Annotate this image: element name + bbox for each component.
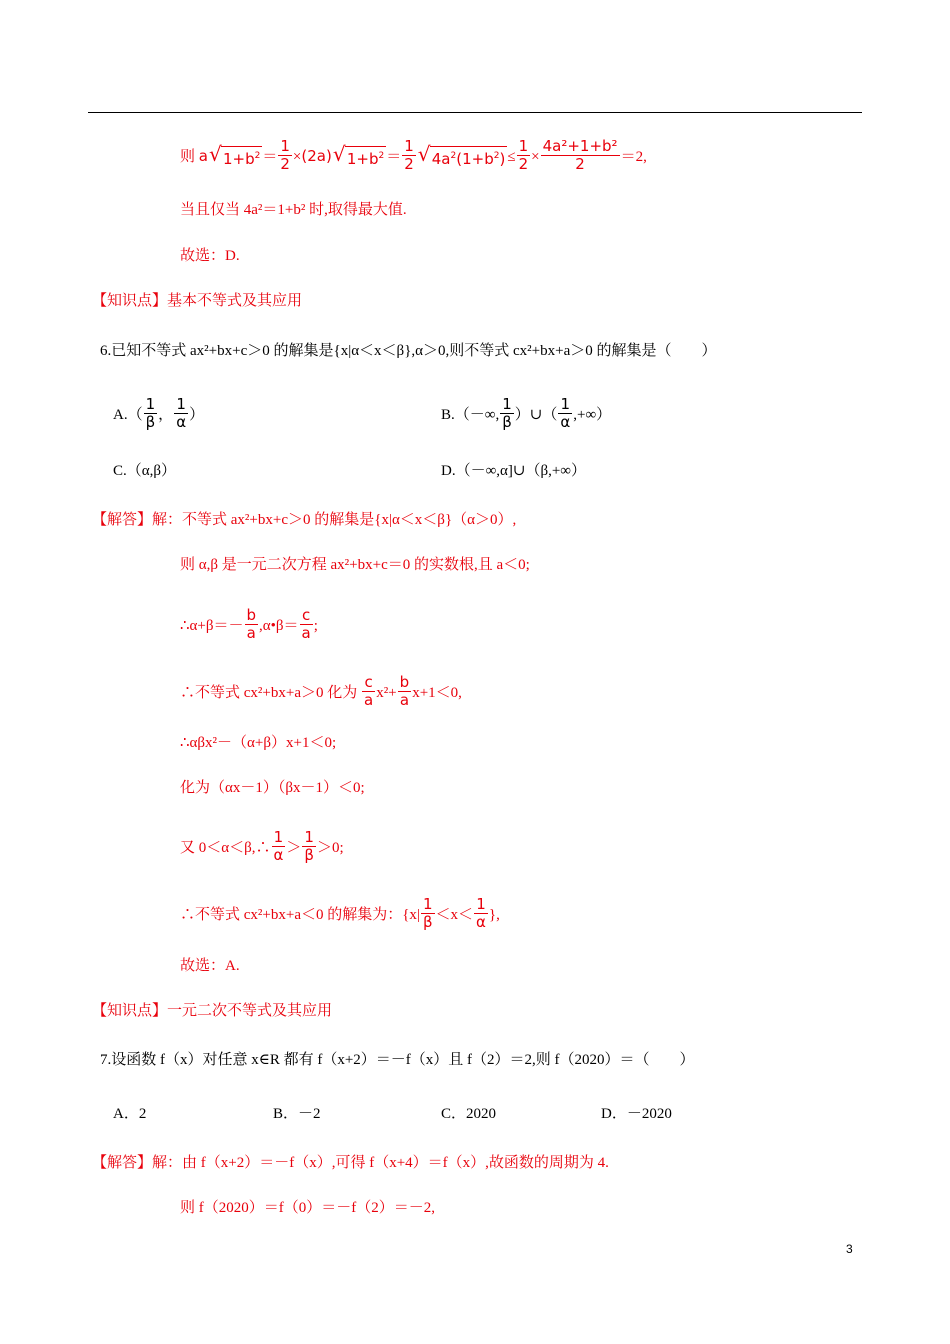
page-number: 3 (846, 1242, 853, 1256)
a6-line-2: 则 α,β 是一元二次方程 ax²+bx+c＝0 的实数根,且 a＜0; (180, 557, 530, 573)
q5-answer: 故选：D. (180, 248, 240, 264)
q6-option-d[interactable]: D.（－∞,α]∪（β,+∞） (441, 463, 586, 479)
a6-line-6: 化为（αx－1）（βx－1）＜0; (180, 780, 365, 796)
q6-stem: 6.已知不等式 ax²+bx+c＞0 的解集是{x|α＜x＜β},α＞0,则不等式 cx²+bx+a＞0 的解集是（ ） (100, 343, 717, 359)
q6-option-b[interactable]: B.（－∞, $\frac{1}{\beta}$ ）∪（ $\frac{1}{\alpha}$ ,+∞） (441, 395, 612, 431)
q7-option-c[interactable]: C．2020 (441, 1106, 497, 1122)
q7-option-b[interactable]: B．－2 (273, 1106, 321, 1122)
a6-line-3: ∴α+β＝－ $\frac{b}{a}$ ,α•β＝ $\frac{c}{a}$ ; (180, 606, 318, 642)
a7-line-1: 【解答】解：由 f（x+2）＝－f（x）,可得 f（x+4）＝f（x）,故函数的周期为 4. (92, 1155, 609, 1171)
q5-knowledge: 【知识点】基本不等式及其应用 (92, 293, 303, 309)
a6-line-8: ∴不等式 cx²+bx+a＜0 的解集为：{x| $\frac{1}{\beta}$ ＜x＜ $\frac{1}{\alpha}$ }, (180, 895, 500, 931)
a6-line-7: 又 0＜α＜β,∴ $\frac{1}{\alpha}$ ＞ $\frac{1}{\beta}$ ＞0; (180, 828, 344, 864)
q6-knowledge: 【知识点】一元二次不等式及其应用 (92, 1003, 333, 1019)
q6-option-c[interactable]: C.（α,β） (113, 463, 176, 479)
q7-option-d[interactable]: D．－2020 (601, 1106, 672, 1122)
header-rule (88, 112, 862, 113)
a6-line-5: ∴αβx²－（α+β）x+1＜0; (180, 735, 337, 751)
q6-option-a[interactable]: A.（ $\frac{1}{\beta}$ ， $\frac{1}{\alpha}$ ） (113, 395, 205, 431)
a6-answer: 故选：A. (180, 958, 240, 974)
q7-option-a[interactable]: A．2 (113, 1106, 147, 1122)
a6-line-4: ∴不等式 cx²+bx+a＞0 化为 $\frac{c}{a}$ x²+ $\frac{b}{a}$ x+1＜0, (180, 673, 462, 709)
a6-line-1: 【解答】解：不等式 ax²+bx+c＞0 的解集是{x|α＜x＜β}（α＞0）, (92, 512, 517, 528)
q5-derivation: 则 a√ $1+b^2$ ＝ $\frac{1}{2}$ ×(2a)√ $1+b^2$ ＝ $\frac{1}{2}$ √ $4a^2(1+b^2)$ ≤ $\frac{1}{2}$ × $\frac{\text{4a²+1+b²}}{2}$ ＝2, (180, 140, 647, 175)
q5-condition: 当且仅当 4a²＝1+b² 时,取得最大值. (180, 202, 407, 218)
q7-stem: 7.设函数 f（x）对任意 x∈R 都有 f（x+2）＝－f（x）且 f（2）＝2,则 f（2020）＝（ ） (100, 1052, 695, 1068)
a7-line-2: 则 f（2020）＝f（0）＝－f（2）＝－2, (180, 1200, 435, 1216)
